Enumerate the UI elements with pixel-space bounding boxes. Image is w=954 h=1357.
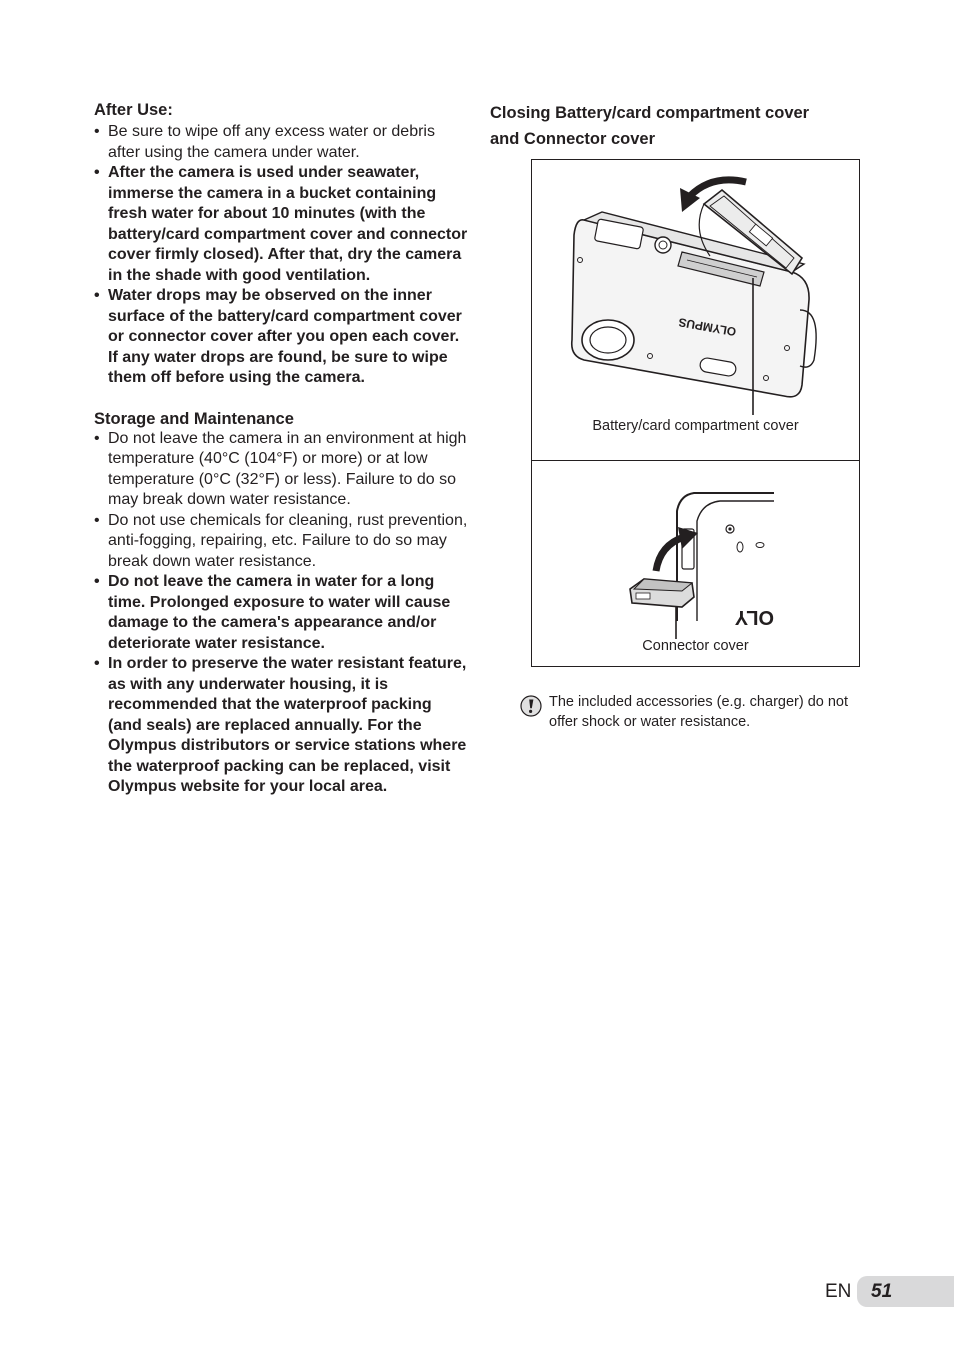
list-item: • Do not use chemicals for cleaning, rust prevention, anti-fogging, repairing, etc. Failure to do so may break down water resistance.	[94, 511, 469, 573]
storage-heading: Storage and Maintenance	[94, 409, 294, 428]
camera-battery-cover-illustration	[532, 160, 859, 460]
camera-brand-fragment: OLY	[734, 606, 774, 628]
connector-cover-figure	[531, 460, 860, 667]
closing-heading	[490, 100, 870, 152]
closing-heading-line2: and Connector cover	[490, 130, 656, 148]
camera-brand-text: OLYMPUS	[677, 314, 738, 339]
connector-cover-caption: Connector cover	[642, 638, 749, 654]
left-column	[94, 100, 469, 798]
list-item: • Do not leave the camera in water for a long time. Prolonged exposure to water will cause damage to the camera's appearance and/or deteriorate water resistance.	[94, 572, 469, 654]
list-item: • In order to preserve the water resistant feature, as with any underwater housing, it is recommended that the waterproof packing (and seals) are replaced annually. For the Olympus distributors or service stations where the waterproof packing can be replaced, visit Olympus website for your local area.	[94, 654, 469, 798]
page-number: 51	[871, 1281, 893, 1302]
closing-heading-line1: Closing Battery/card compartment cover	[490, 104, 810, 122]
camera-connector-cover-illustration	[532, 461, 859, 666]
battery-cover-figure	[531, 159, 860, 461]
list-item: • After the camera is used under seawater, immerse the camera in a bucket containing fresh water for about 10 minutes (with the battery/card compartment cover and connector cover firmly closed). After that, dry the camera in the shade with good ventilation.	[94, 163, 469, 286]
list-item: • Be sure to wipe off any excess water or debris after using the camera under water.	[94, 122, 469, 163]
right-column	[490, 100, 870, 152]
list-item: • Water drops may be observed on the inner surface of the battery/card compartment cover or connector cover after you open each cover. If any water drops are found, be sure to wipe them off before using the camera.	[94, 286, 469, 389]
caution-note	[518, 693, 863, 732]
language-label: EN	[825, 1281, 852, 1302]
after-use-list	[94, 122, 469, 389]
battery-cover-caption: Battery/card compartment cover	[592, 418, 799, 434]
storage-list	[94, 429, 469, 798]
caution-icon	[520, 695, 542, 717]
list-item: • Do not leave the camera in an environment at high temperature (40°C (104°F) or more) or at low temperature (0°C (32°F) or less). Failure to do so may break down water resistance.	[94, 429, 469, 511]
note-text: The included accessories (e.g. charger) do not offer shock or water resistance.	[549, 694, 849, 730]
after-use-heading: After Use:	[94, 101, 173, 119]
